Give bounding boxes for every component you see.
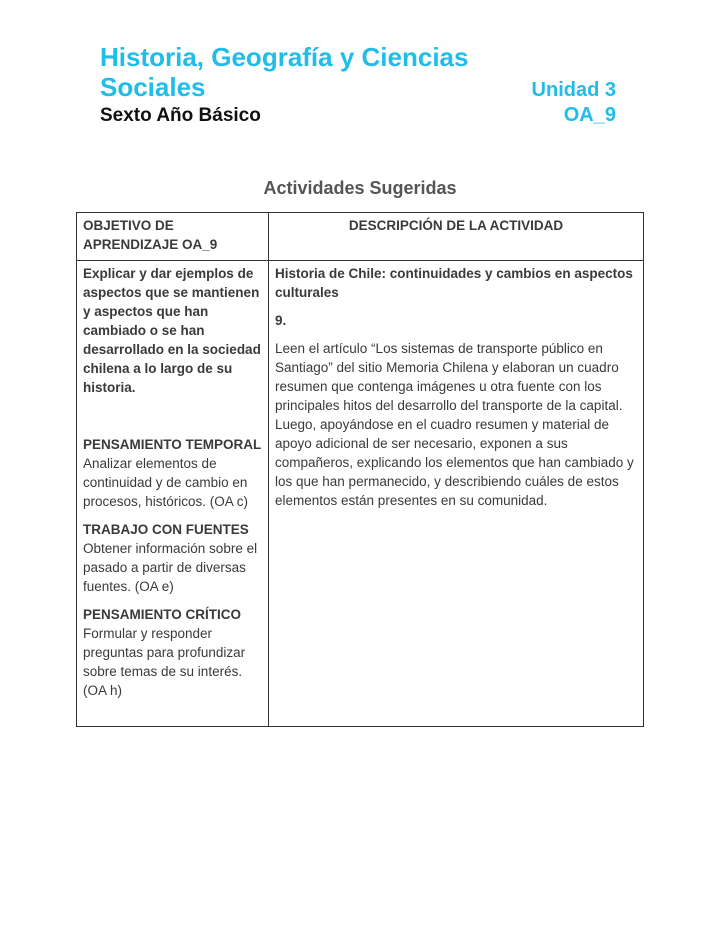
grade-label: Sexto Año Básico xyxy=(100,105,261,126)
skill-critical xyxy=(83,605,262,700)
skill-text: Analizar elementos de continuidad y de cambio en procesos, históricos. (OA c) xyxy=(83,456,249,509)
activity-title: Historia de Chile: continuidades y cambios en aspectos culturales xyxy=(275,266,633,300)
activity-number: 9. xyxy=(275,313,287,328)
header-objective-line2: APRENDIZAJE OA_9 xyxy=(83,237,218,252)
table-header-row xyxy=(77,213,644,261)
document-header xyxy=(100,42,620,127)
header-description: DESCRIPCIÓN DE LA ACTIVIDAD xyxy=(269,213,644,261)
activity-description: Leen el artículo “Los sistemas de transporte público en Santiago” del sitio Memoria Chilena y elaboran un cuadro resumen que contenga imágenes u otra fuente con los principales hitos del desarrollo del transporte de la capital. Luego, apoyándose en el cuadro resumen y material de apoyo adicional de ser necesario, exponen a sus compañeros, explicando los elementos que han cambiado y los que han permanecido, y describiendo cuáles de estos elementos están presentes en su comunidad. xyxy=(275,341,634,508)
unit-label: Unidad 3 xyxy=(531,79,616,101)
activity-cell xyxy=(269,261,644,727)
skill-text: Formular y responder preguntas para profundizar sobre temas de su interés. (OA h) xyxy=(83,626,246,698)
skill-title: PENSAMIENTO TEMPORAL xyxy=(83,437,262,452)
oa-code: OA_9 xyxy=(563,104,616,126)
header-objective xyxy=(77,213,269,261)
learning-objective: Explicar y dar ejemplos de aspectos que se mantienen y aspectos que han cambiado o se han desarrollado en la sociedad chilena a lo largo de su historia. xyxy=(83,266,261,395)
activities-table xyxy=(76,212,644,727)
objective-cell xyxy=(77,261,269,727)
header-objective-line1: OBJETIVO DE xyxy=(83,218,174,233)
table-row xyxy=(77,261,644,727)
section-title: Actividades Sugeridas xyxy=(263,178,457,198)
skill-temporal xyxy=(83,435,262,511)
skill-text: Obtener información sobre el pasado a partir de diversas fuentes. (OA e) xyxy=(83,541,258,594)
skill-title: PENSAMIENTO CRÍTICO xyxy=(83,607,242,622)
subject-title: Historia, Geografía y Ciencias xyxy=(100,42,469,72)
subject-title-continued: Sociales xyxy=(100,72,206,102)
skill-sources xyxy=(83,520,262,596)
skill-title: TRABAJO CON FUENTES xyxy=(83,522,249,537)
